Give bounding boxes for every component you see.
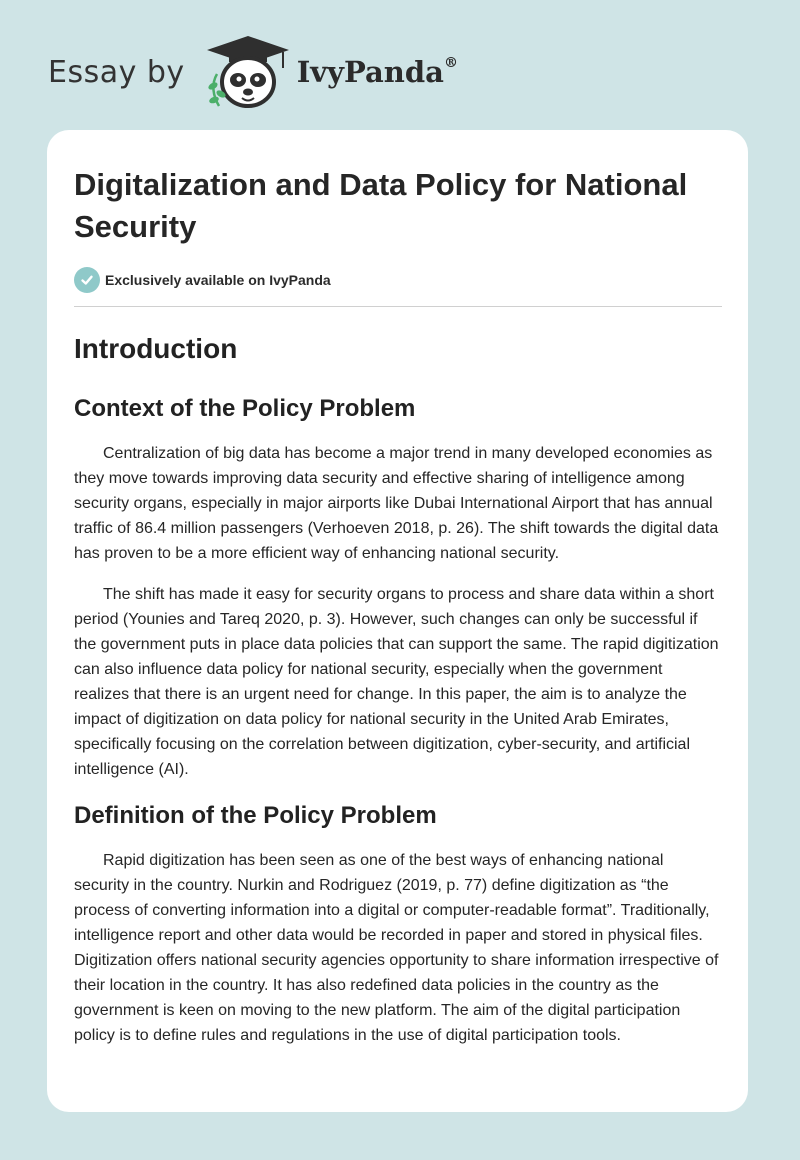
check-icon: [74, 267, 100, 293]
essay-title: Digitalization and Data Policy for National Security: [74, 167, 688, 244]
exclusive-badge: [74, 266, 722, 294]
paragraph: The shift has made it easy for security organs to process and share data within a short period (Younies and Tareq 2020, p. 3). However, such changes can only be successful if the government puts in place data policies that can support the same. The rapid digitization can also influence data policy for national security, especially when the government realizes that there is an urgent need for change. In this paper, the aim is to analyze the impact of digitization on data policy for national security in the United Arab Emirates, specifically focusing on the correlation between digitization, cyber-security, and artificial intelligence (AI).: [74, 586, 719, 778]
introduction-heading: Introduction: [74, 333, 238, 364]
essay-by-label: Essay by: [48, 54, 185, 90]
essay-card: [47, 130, 748, 1112]
badge-text: Exclusively available on IvyPanda: [105, 272, 331, 288]
paragraph: Rapid digitization has been seen as one of the best ways of enhancing national security in the country. Nurkin and Rodriguez (2019, p. 77) define digitization as “the process of converting information into a digital or computer-readable format”. Traditionally, intelligence report and other data would be recorded in paper and stored in physical files. Digitization offers national security agencies opportunity to share information irrespective of their location in the country. It has also redefined data policies in the country as the government is keen on moving to the new platform. The aim of the digital participation policy is to define rules and regulations in the use of digital participation tools.: [74, 852, 719, 1044]
trademark-symbol: ®: [443, 55, 458, 72]
section-heading-definition: Definition of the Policy Problem: [74, 802, 437, 829]
divider: [74, 306, 722, 307]
panda-graduate-icon[interactable]: [203, 34, 293, 110]
brand-header: [48, 34, 458, 110]
brand-name-text: IvyPanda: [296, 55, 444, 89]
section-heading-context: Context of the Policy Problem: [74, 395, 416, 422]
brand-name[interactable]: [297, 55, 458, 89]
paragraph: Centralization of big data has become a major trend in many developed economies as they move towards improving data security and effective sharing of intelligence among security organs, especially in major airports like Dubai International Airport that has annual traffic of 86.4 million passengers (Verhoeven 2018, p. 26). The shift towards the digital data has proven to be a more efficient way of enhancing national security.: [74, 445, 719, 562]
